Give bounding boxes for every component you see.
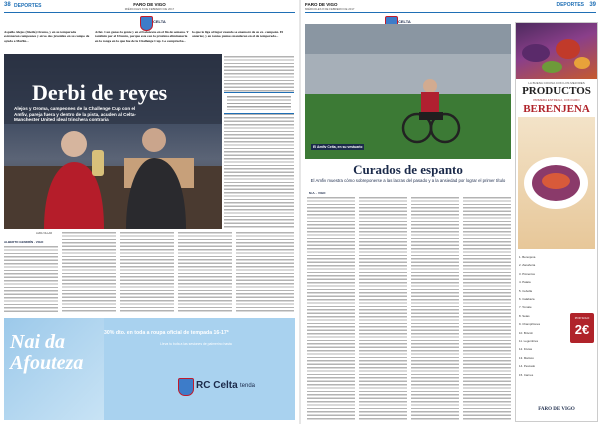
price: 2€ <box>574 322 590 337</box>
ad-dish-photo <box>518 117 595 249</box>
byline: ALBERTO GENDRÍN · VIGO <box>4 240 44 244</box>
quote-text <box>227 96 291 110</box>
ad-list-item: 14. Pescado <box>519 364 536 369</box>
ad-list-item: 7. Tomate <box>519 305 532 310</box>
ad-list-item: 11. Legumbres <box>519 339 539 344</box>
wheelchair-photo <box>305 24 511 159</box>
ad-list-item: 13. Marisco <box>519 355 534 360</box>
body-column-4 <box>463 197 511 420</box>
page-left <box>0 0 299 424</box>
header-rule <box>4 12 295 13</box>
section-label: DEPORTES <box>14 2 42 9</box>
masthead: FARO DE VIGO <box>133 2 166 7</box>
ad-list-item: 4. Patata <box>519 280 531 285</box>
headline: Derbi de reyes <box>32 80 168 105</box>
ad-list-item: 9. Champiñones <box>519 322 541 327</box>
cookbook-ad <box>515 22 598 422</box>
ad-list-item: 8. Setas <box>519 313 530 318</box>
ad-product: BERENJENA <box>523 103 590 115</box>
price-badge <box>570 313 594 343</box>
page-header <box>305 2 596 11</box>
lead-column-1: Aspallo Alejos (Sheila) Oroma, y en su temporada estrenaron campeones y otros dos juveniles en su campo de ayuda a Merlin... <box>4 30 90 43</box>
ad-brand-tag: tenda <box>240 383 256 389</box>
dish-illustration <box>518 117 595 249</box>
ad-title: PRODUCTOS <box>522 85 591 97</box>
deck: Alejos y Oroma, campeones de la Challenge Cup con el Amfiv, pareja fuera y dentro de la pista, acuden al Celta-Manchester United ideal trinchera contraria <box>14 106 136 123</box>
hero-photo <box>4 54 222 229</box>
side-quote-box <box>224 92 294 114</box>
body-column-2 <box>62 232 116 312</box>
ad-list-item: 5. Cebolla <box>519 288 533 293</box>
celta-crest-icon <box>178 378 194 396</box>
vegetables-illustration <box>516 23 597 79</box>
price-prefix: POR SOLO <box>574 316 590 320</box>
page-right <box>301 0 600 424</box>
ad-list <box>519 253 569 383</box>
ad-brand: RC Celta <box>196 380 238 391</box>
page-header <box>4 2 295 11</box>
ad-list-item: 12. Frutas <box>519 347 533 352</box>
headline: Curados de espanto <box>353 162 463 177</box>
date: MIÉRCOLES 8 DE FEBRERO DE 2017 <box>124 7 175 11</box>
club-label: CELTA <box>153 19 166 24</box>
body-column-1 <box>307 197 355 420</box>
club-label: CELTA <box>398 19 411 24</box>
lead-column-2: Arlet. Con ganas la gente y en el balonceto en el fin de semana. Y también por el Ubuntu, porque este con la próxima eliminatoria en la ronga en la que fue de la Challenge Cup. Lo comprueba... <box>95 30 189 43</box>
ad-list-item: 15. Carnes <box>519 372 534 377</box>
byline: M.A. · VIGO <box>309 191 326 195</box>
body-column-1 <box>4 246 58 312</box>
page-number: 38 <box>4 2 11 8</box>
ad-promo: LA BUENA COCINA CON LOS MEJORES <box>528 81 585 85</box>
page-number: 39 <box>589 2 596 8</box>
header-rule <box>305 12 596 13</box>
section-label: DEPORTES <box>556 2 584 8</box>
body-column-5 <box>236 232 294 312</box>
photo-credit: ALBA VILLAR <box>36 232 53 235</box>
celta-crest-icon <box>140 16 153 31</box>
ad-subtitle: PRIMERA ENTREGA, CON FARO <box>533 98 580 102</box>
deck: El Amfiv muestra cómo sobreponerse a las lacras del pasado y a la ansiedad por lograr el primer título <box>310 178 506 183</box>
ad-list-item: 6. Calabaza <box>519 297 535 302</box>
body-column-3 <box>411 197 459 420</box>
body-column-3 <box>120 232 174 312</box>
photo-scene <box>305 24 511 159</box>
celta-store-ad <box>4 318 295 420</box>
masthead: FARO DE VIGO <box>305 2 338 7</box>
body-column-2 <box>359 197 407 420</box>
ad-list-item: 2. Zanahoria <box>519 263 536 268</box>
date: MIÉRCOLES 8 DE FEBRERO DE 2017 <box>305 7 355 11</box>
ad-list-item: 1. Berenjena <box>519 255 536 259</box>
ad-list-item: 3. Pimientos <box>519 271 535 276</box>
ad-vegetables-photo <box>516 23 597 79</box>
side-text-column <box>224 56 294 229</box>
body-column-4 <box>178 232 232 312</box>
ad-discount: 30% dto. en toda a roupa oficial de tempada 16-17* <box>104 330 229 336</box>
ad-list-item: 10. Brócoli <box>519 330 533 335</box>
ad-subtext: Lleva tu bufa a las sesiones de palmerino hasta <box>160 342 232 346</box>
ad-masthead: FARO DE VIGO <box>538 407 575 412</box>
photo-caption: El Amfiv Celta, en su vestuario <box>313 145 363 149</box>
lead-column-3: lo que le liga al lugar cuando se enamoró de su ex- campeón. El anterior, y en tantos puntos mandaron en el de temporada... <box>192 30 284 39</box>
ad-title: Nai da Afouteza <box>10 331 84 374</box>
